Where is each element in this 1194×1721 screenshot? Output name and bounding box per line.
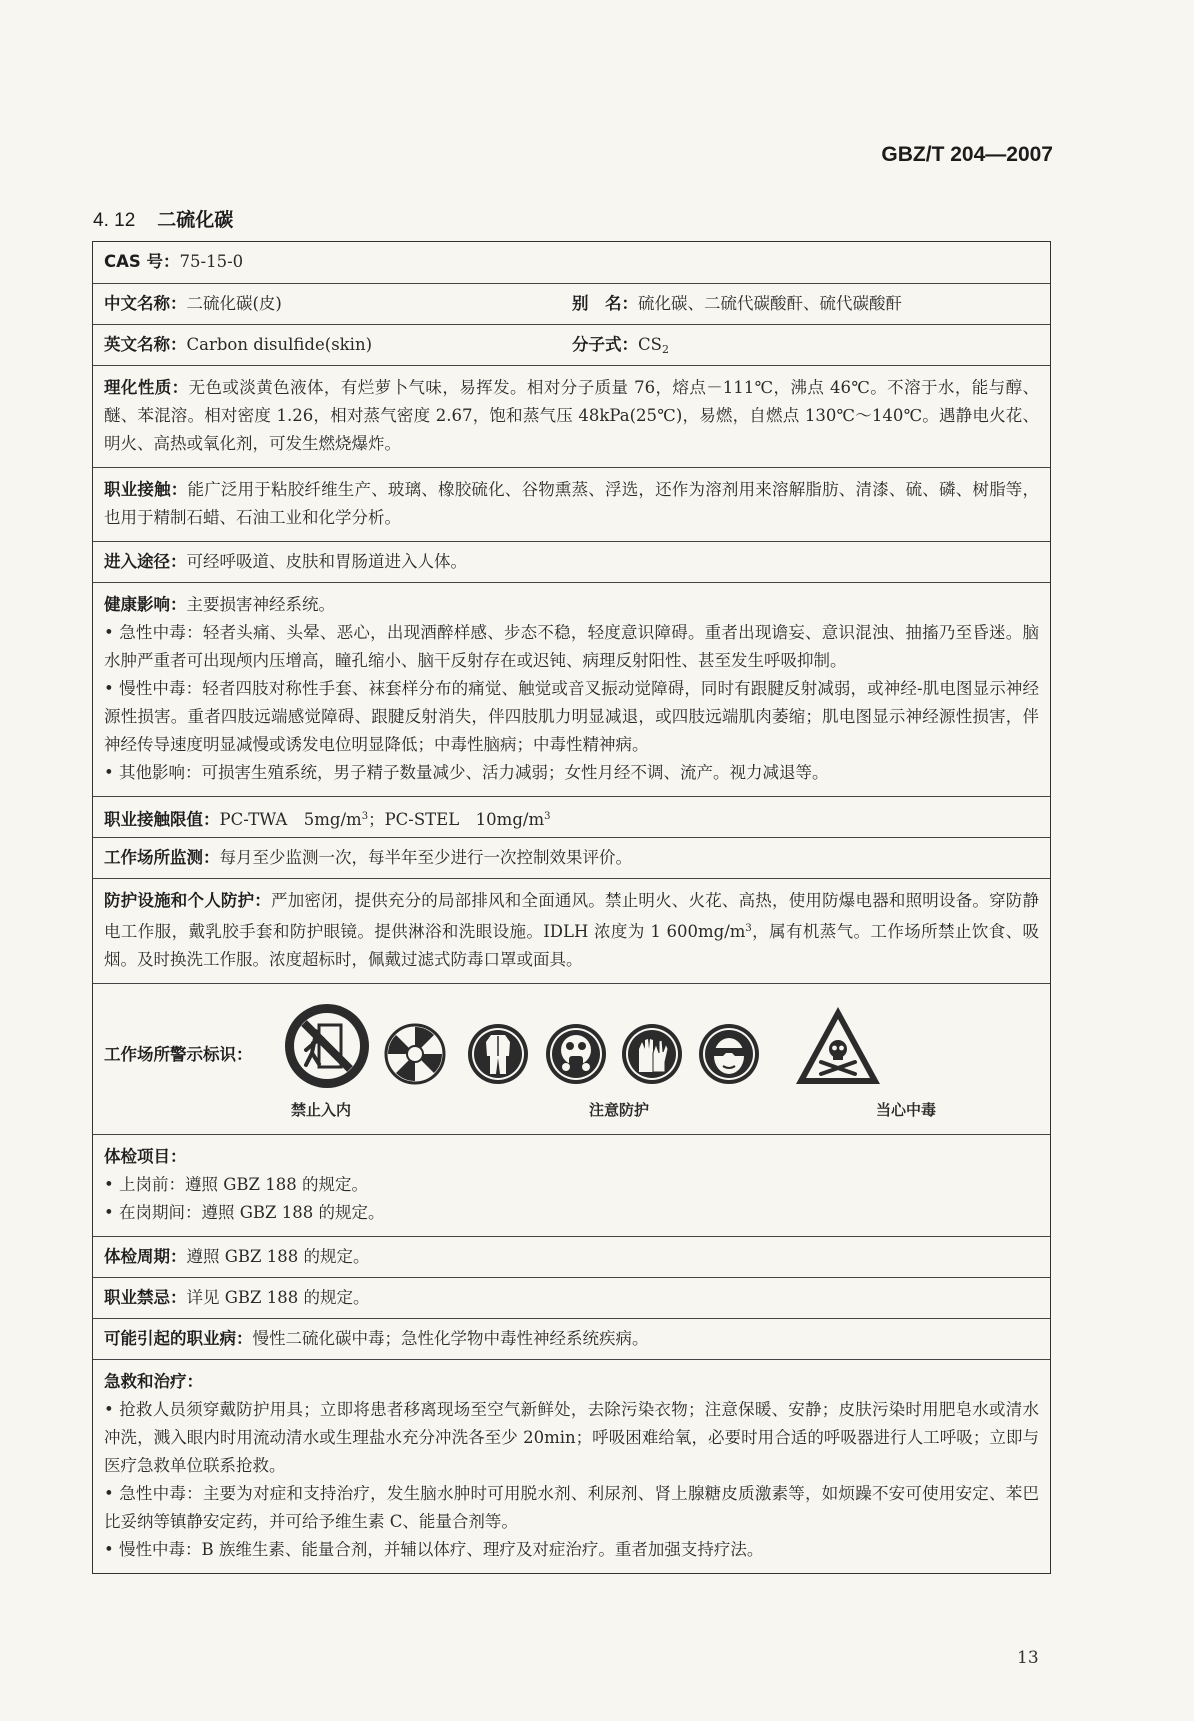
warning-signs-label: 工作场所警示标识： — [104, 1045, 253, 1064]
chinese-name-cell — [104, 290, 572, 315]
limits-row — [93, 796, 1050, 837]
cas-label: CAS 号： — [104, 252, 180, 271]
exposure-row — [93, 467, 1050, 541]
exam-items-row — [93, 1134, 1050, 1236]
limits-twa: PC-TWA 5mg/m — [219, 810, 362, 829]
limits-twa-exp: 3 — [361, 811, 369, 822]
exam-period-text: 遵照 GBZ 188 的规定。 — [186, 1247, 370, 1266]
alias-cell — [572, 290, 1039, 315]
formula-value: CS — [638, 335, 662, 354]
english-name-value: Carbon disulfide(skin) — [186, 335, 373, 354]
sign-caption-protection: 注意防护 — [589, 1101, 650, 1119]
limits-stel-exp: 3 — [544, 811, 551, 822]
standard-code: GBZ/T 204—2007 — [881, 143, 1053, 166]
health-intro-text: 主要损害神经系统。 — [186, 595, 335, 614]
exam-period-label: 体检周期： — [104, 1247, 187, 1266]
english-name-cell — [104, 331, 572, 356]
section-name: 二硫化碳 — [157, 209, 234, 231]
health-label: 健康影响： — [104, 595, 187, 614]
exam-period-row — [93, 1236, 1050, 1277]
section-title — [93, 205, 233, 232]
exam-item-during: • 在岗期间：遵照 GBZ 188 的规定。 — [104, 1203, 385, 1222]
exposure-label: 职业接触： — [104, 480, 188, 499]
cas-value: 75-15-0 — [179, 252, 244, 271]
limits-label: 职业接触限值： — [104, 810, 220, 829]
chinese-name-value: 二硫化碳(皮) — [186, 294, 282, 313]
alias-label: 别 名： — [572, 294, 638, 313]
disease-label: 可能引起的职业病： — [104, 1329, 253, 1348]
english-name-label: 英文名称： — [104, 335, 187, 354]
formula-subscript: 2 — [661, 343, 669, 356]
properties-paragraph — [104, 374, 1039, 458]
properties-text: 无色或淡黄色液体，有烂萝卜气味，易挥发。相对分子质量 76，熔点－111℃，沸点 46℃。不溶于水，能与醇、醚、苯混溶。相对密度 1.26，相对蒸气密度 2.67，饱和蒸气压 48kPa(25℃)，易燃，自燃点 130℃～140℃。遇静电火花、明火、高热或氧化剂，可发生燃烧爆炸。 — [104, 378, 1040, 453]
cas-row — [93, 242, 1050, 283]
contraindication-text: 详见 GBZ 188 的规定。 — [186, 1288, 370, 1307]
contraindication-label: 职业禁忌： — [104, 1288, 187, 1307]
chinese-name-row — [93, 283, 1050, 324]
formula-cell — [572, 331, 1039, 356]
english-name-row — [93, 324, 1050, 365]
health-item-chronic: • 慢性中毒：轻者四肢对称性手套、袜套样分布的痛觉、触觉或音叉振动觉障碍，同时有跟腱反射减弱，或神经-肌电图显示神经源性损害。重者四肢远端感觉障碍、跟腱反射消失，伴四肢肌力明显减退，或四肢远端肌肉萎缩；肌电图显示神经源性损害，伴神经传导速度明显减慢或诱发电位明显降低；中毒性脑病；中毒性精神病。 — [104, 679, 1039, 754]
chemical-info-table — [92, 241, 1051, 1574]
gloves-icon — [620, 1022, 684, 1086]
protection-row — [93, 878, 1050, 983]
formula-label: 分子式： — [572, 335, 638, 354]
gas-mask-icon — [544, 1022, 608, 1086]
contraindication-row — [93, 1277, 1050, 1318]
protection-paragraph — [104, 887, 1039, 974]
page-number: 13 — [1017, 1648, 1039, 1668]
health-item-acute: • 急性中毒：轻者头痛、头晕、恶心，出现酒醉样感、步态不稳，轻度意识障碍。重者出现谵妄、意识混浊、抽搐乃至昏迷。脑水肿严重者可出现颅内压增高，瞳孔缩小、脑干反射存在或迟钝、病理反射阳性、甚至发生呼吸抑制。 — [104, 623, 1039, 670]
limits-stel: ；PC-STEL 10mg/m — [368, 810, 545, 829]
no-entry-sign-icon — [282, 1001, 372, 1091]
protection-text-b: ，属有机蒸气。工作场所禁止饮食、吸烟。及时换洗工作服。浓度超标时，佩戴过滤式防毒口罩或面具。 — [104, 922, 1040, 969]
section-number: 4. 12 — [93, 210, 136, 231]
exposure-paragraph — [104, 476, 1039, 532]
exam-items-label: 体检项目： — [104, 1147, 187, 1166]
ventilation-fan-icon — [383, 1022, 447, 1086]
route-text: 可经呼吸道、皮肤和胃肠道进入人体。 — [186, 552, 467, 571]
exam-item-pre: • 上岗前：遵照 GBZ 188 的规定。 — [104, 1175, 368, 1194]
toxic-warning-icon — [793, 1004, 883, 1088]
monitoring-row — [93, 837, 1050, 878]
first-aid-label: 急救和治疗： — [104, 1372, 203, 1391]
first-aid-row — [93, 1359, 1050, 1573]
disease-text: 慢性二硫化碳中毒；急性化学物中毒性神经系统疾病。 — [252, 1329, 649, 1348]
exposure-text: 能广泛用于粘胶纤维生产、玻璃、橡胶硫化、谷物熏蒸、浮选，还作为溶剂用来溶解脂肪、清漆、硫、磷、树脂等，也用于精制石蜡、石油工业和化学分析。 — [104, 480, 1039, 527]
route-label: 进入途径： — [104, 552, 187, 571]
first-aid-item-acute: • 急性中毒：主要为对症和支持治疗，发生脑水肿时可用脱水剂、利尿剂、肾上腺糖皮质激素等，如烦躁不安可使用安定、苯巴比妥纳等镇静安定药，并可给予维生素 C、能量合剂等。 — [104, 1484, 1039, 1531]
health-row — [93, 582, 1050, 796]
chinese-name-label: 中文名称： — [104, 294, 187, 313]
properties-label: 理化性质： — [104, 378, 189, 397]
health-intro — [104, 591, 1039, 619]
properties-row — [93, 365, 1050, 467]
route-row — [93, 541, 1050, 582]
protection-label: 防护设施和个人防护： — [104, 891, 271, 910]
first-aid-item-chronic: • 慢性中毒：B 族维生素、能量合剂，并辅以体疗、理疗及对症治疗。重者加强支持疗法。 — [104, 1540, 764, 1559]
sign-caption-toxic: 当心中毒 — [876, 1101, 937, 1119]
protection-text-a: 严加密闭，提供充分的局部排风和全面通风。禁止明火、火花、高热，使用防爆电器和照明设备。穿防静电工作服，戴乳胶手套和防护眼镜。提供淋浴和洗眼设施。IDLH 浓度为 1 600mg/m — [104, 891, 1039, 941]
monitoring-label: 工作场所监测： — [104, 848, 220, 867]
protective-clothing-icon — [466, 1022, 530, 1086]
alias-value: 硫化碳、二硫代碳酸酐、硫代碳酸酐 — [638, 294, 902, 313]
disease-row — [93, 1318, 1050, 1359]
monitoring-text: 每月至少监测一次，每半年至少进行一次控制效果评价。 — [219, 848, 632, 867]
health-item-other: • 其他影响：可损害生殖系统，男子精子数量减少、活力减弱；女性月经不调、流产。视力减退等。 — [104, 763, 829, 782]
protection-exp: 3 — [745, 923, 752, 934]
sign-caption-no-entry: 禁止入内 — [291, 1101, 352, 1119]
warning-signs-row — [93, 983, 1050, 1134]
first-aid-item-rescue: • 抢救人员须穿戴防护用具；立即将患者移离现场至空气新鲜处，去除污染衣物；注意保暖、安静；皮肤污染时用肥皂水或清水冲洗，溅入眼内时用流动清水或生理盐水充分冲洗各至少 20min；呼吸困难给氧，必要时用合适的呼吸器进行人工呼吸；立即与医疗急救单位联系抢救。 — [104, 1400, 1039, 1475]
safety-goggles-icon — [697, 1022, 761, 1086]
